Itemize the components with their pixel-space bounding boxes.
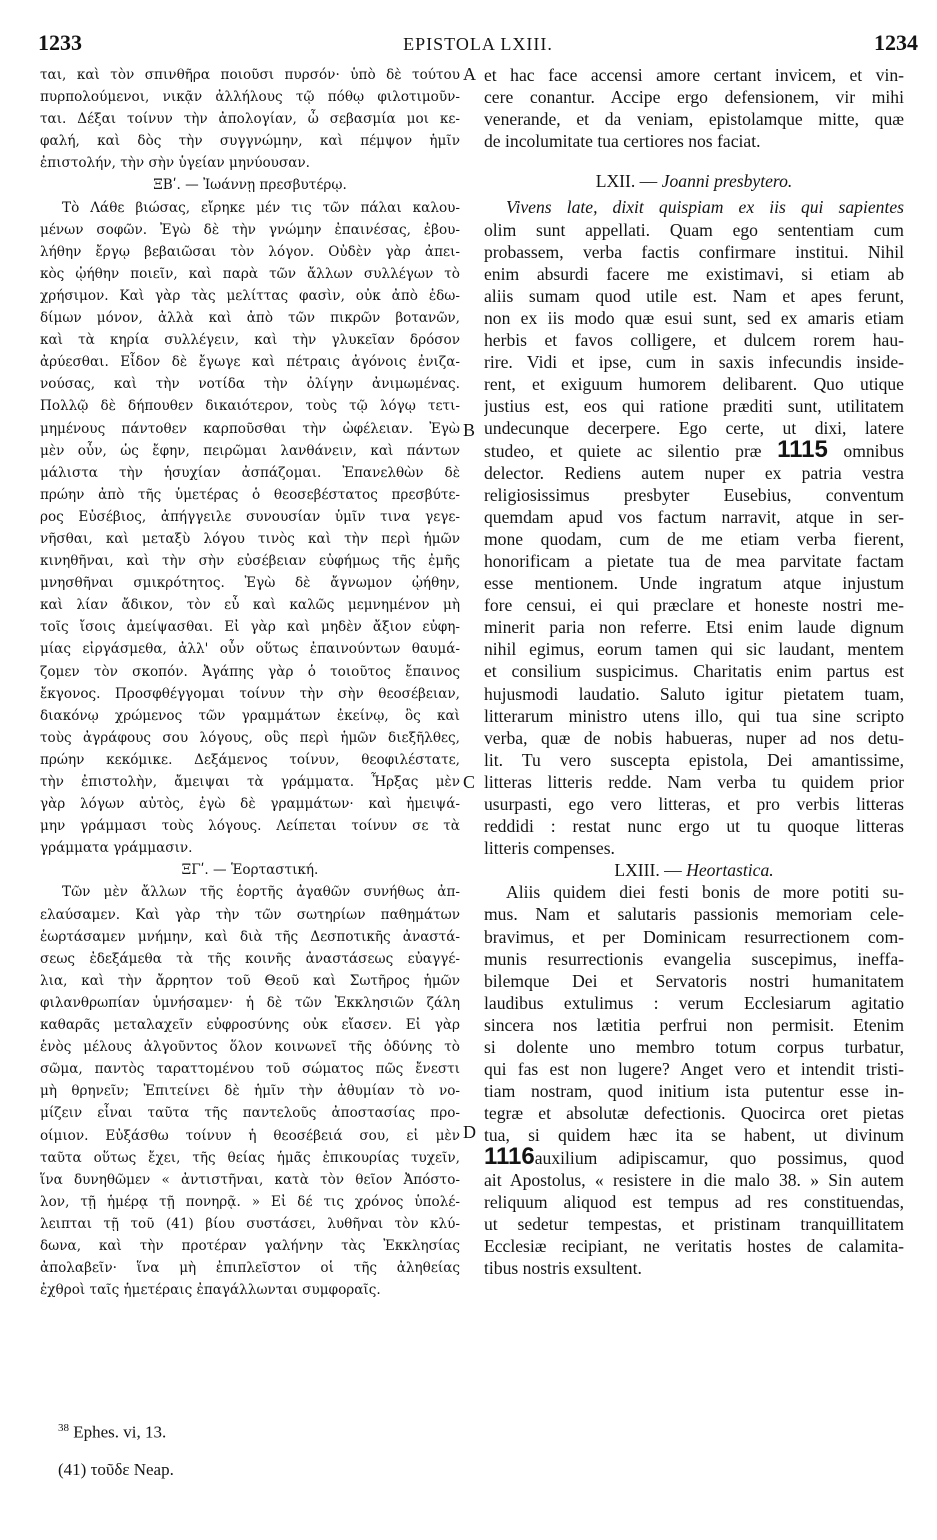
- latin-heading-63-title: Heortastica.: [686, 860, 774, 881]
- greek-line: ἀπολαβεῖν· ἵνα μὴ ἐπιπλεῖστον οἱ τῆς ἀληθείας: [40, 1260, 460, 1277]
- greek-line: ται, καὶ τὸν σπινθῆρα ποιοῦσι πυρσόν· ὑπὸ δὲ τούτου: [40, 67, 460, 83]
- latin-line-text: studeo, et quiete ac silentio præ: [484, 440, 762, 461]
- latin-line: et hac face accensi amore certant invicem, et vin-: [484, 65, 904, 85]
- latin-line-text: omnibus: [843, 440, 904, 461]
- greek-letter-61-end: [40, 64, 460, 174]
- greek-line: καὶ τὰ κηρία συλλέγειν, καὶ τὴν γλυκεῖαν δρόσον: [40, 332, 460, 349]
- greek-line: κινηθῆναι, καὶ τὴν σὴν εὐσέβειαν εὐφήμως τῆς ἐμῆς: [40, 553, 460, 570]
- greek-line: λια, καὶ τὴν ἄρρητον τοῦ Θεοῦ καὶ Σωτῆρος ἡμῶν: [40, 972, 460, 989]
- greek-line: γὰρ λόγων αὐτὸς, ἐγὼ δὲ γραμμάτων· καὶ ἠμειψά-: [40, 796, 460, 813]
- latin-heading-62-number: LXII. —: [595, 171, 658, 192]
- greek-line: σῶμα, παντὸς ταραττομένου τοῦ σώματος πῶς ἔνεστι: [40, 1061, 460, 1078]
- greek-line: λειπται τῇ τοῦ (41) βίου συστάσει, λυθῆναι τὸν κλύ-: [40, 1215, 460, 1232]
- latin-line: bravimus, et per Dominicam resurrectionem com-: [484, 926, 904, 947]
- latin-line: reliquum aliquod est tempus ad res constituendas,: [484, 1191, 904, 1212]
- latin-line: usurpasti, ego vero litteras, et pro verbis litteras: [484, 794, 904, 814]
- latin-line: Vivens late, dixit quispiam ex iis qui sapientes: [506, 197, 904, 218]
- latin-line: honorificam a pietate tua de mea parvitate factam: [484, 550, 904, 571]
- greek-line: νούσας, καὶ τὴν νοτίδα τὴν ὀλίγην ἀνιμωμένας.: [40, 376, 460, 393]
- page-number-right: 1234: [874, 30, 918, 55]
- latin-line: bilemque Dei et Servatoris nostri humanitatem: [484, 970, 904, 991]
- footnote-38: [58, 1422, 166, 1443]
- greek-line: μην γράμμασι τοὺς λόγους. Λείπεται τοίνυν σε τὰ: [40, 818, 460, 835]
- greek-letter-63: [40, 881, 460, 1301]
- greek-line: φαλή, καὶ δὸς τὴν συγγνώμην, καὶ πέμψον ἡμῖν: [40, 133, 460, 150]
- latin-line: lit. Tu vero suscepta epistola, Dei amantissime,: [484, 749, 904, 770]
- latin-line: minerit paria non referre. Etsi enim laude dignum: [484, 617, 904, 638]
- greek-heading-62: ΞΒʹ. — Ἰωάννῃ πρεσβυτέρῳ.: [153, 177, 347, 194]
- greek-heading-63: ΞΓʹ. — Ἑορταστική.: [181, 862, 319, 879]
- running-title: EPISTOLA LXIII.: [403, 34, 553, 54]
- latin-line: mone quodam, cum de me etiam verba fierent,: [484, 528, 904, 549]
- greek-line: ἐχθροὶ ταῖς ἡμετέραις ἐπαγάλλωνται συμφοραῖς.: [40, 1282, 381, 1299]
- greek-line: καθαρᾶς μεταλαχεῖν εὐφροσύνης οὐκ εἴασεν. Εἰ γὰρ: [40, 1017, 460, 1034]
- greek-line: λον, τῇ ἡμέρᾳ τῇ πονηρᾷ. » Εἰ δέ τις χρόνος ὑπολέ-: [40, 1193, 460, 1210]
- greek-line: λήθην ἔργῳ βεβαιῶσαι τὸν λόγον. Οὐδὲν γὰρ ἀπει-: [40, 243, 460, 260]
- greek-line: ἑνὸς μέλους ἀλγοῦντος ὅλον κοινωνεῖ τῆς ὀδύνης τὸ: [40, 1039, 460, 1056]
- latin-line: Aliis quidem diei festi bonis de more potiti su-: [506, 882, 904, 903]
- greek-line: Πολλῷ δὲ δήπουθεν δικαιότερον, τοὺς τῷ λόγῳ τετι-: [40, 398, 460, 415]
- greek-line: ταῦτα οὕτως ἔχει, τῆς θείας ἡμᾶς ἐπικουρίας τυχεῖν,: [40, 1149, 460, 1166]
- latin-line: litteras litteris redde. Nam verba tu quidem prior: [484, 771, 904, 792]
- latin-line: quemdam apud vos factum narravit, atque in ser-: [484, 506, 904, 527]
- latin-line-with-column-number: [484, 1147, 904, 1169]
- latin-line: reddidi : restat nunc ergo ut tu quoque litteras: [484, 816, 904, 837]
- greek-line: καὶ λίαν ἄδικον, τὸν εὖ καὶ καλῶς μεμνημένον μὴ: [40, 597, 460, 614]
- latin-line: olim sunt appellati. Quam ego sententiam cum: [484, 219, 904, 240]
- greek-line: μὴ θρηνεῖν; Ἐπιτείνει δὲ ἡμῖν τὴν ἀθυμίαν τὸ νο-: [40, 1083, 460, 1100]
- latin-line: hujusmodi laudatio. Saluto igitur pietatem tuam,: [484, 683, 904, 704]
- latin-heading-63-number: LXIII. —: [614, 860, 682, 881]
- latin-line: sincera nos lætitia perfrui non permisit. Etenim: [484, 1014, 904, 1035]
- greek-line: ται. Δέξαι τοίνυν τὴν ἀπολογίαν, ὦ σεβασμία μοι κε-: [40, 111, 460, 128]
- latin-line: mus. Nam et salutaris passionis memoriam cele-: [484, 904, 904, 925]
- column-number-1115: 1115: [777, 439, 828, 462]
- greek-line: Τῶν μὲν ἄλλων τῆς ἑορτῆς ἀγαθῶν συνήθως ἀπ-: [62, 884, 460, 901]
- latin-line: tegræ et absolutæ defectionis. Quocirca oret pietas: [484, 1103, 904, 1124]
- latin-line: herbis et favos colligere, et dulcem rorem hau-: [484, 330, 904, 351]
- latin-line: tiam nostram, quod initium ista putentur esse in-: [484, 1081, 904, 1102]
- greek-letter-62: [40, 197, 460, 860]
- latin-line-text: auxilium adipiscamur, quo possimus, quod: [534, 1147, 904, 1168]
- latin-heading-63: [484, 859, 904, 881]
- greek-line: ελαύσαμεν. Καὶ γὰρ τὴν τῶν σωτηρίων παθημάτων: [40, 906, 460, 923]
- margin-marker-d: D: [463, 1122, 476, 1142]
- greek-line: γράμματα γράμμασιν.: [40, 840, 193, 857]
- footnote-mark: 38: [58, 1422, 69, 1434]
- greek-line: μημένους πάντοθεν καρποῦσθαι τὴν ὠφέλειαν. Ἐγὼ: [40, 420, 460, 437]
- greek-column: [40, 64, 460, 1301]
- latin-line: laudibus extulimus : verum Ecclesiarum agitatio: [484, 992, 904, 1013]
- greek-line: ἔκγονος. Προσφθέγγομαι τοίνυν τὴν σὴν θεοσέβειαν,: [40, 685, 460, 702]
- greek-line: τοὺς ἀγράφους σου λόγους, οὓς περὶ ἡμῶν διεξῆλθες,: [40, 729, 460, 746]
- greek-line: χρήσιμον. Καὶ γὰρ τὰς μελίττας φασὶν, οὐκ ἀπὸ ἐδω-: [40, 287, 460, 304]
- greek-line: διακόνῳ χρώμενος τῶν γραμμάτων ἐκείνῳ, ὃς καὶ: [40, 707, 460, 724]
- greek-line: Τὸ Λάθε βιώσας, εἴρηκε μέν τις τῶν πάλαι καλου-: [62, 199, 460, 216]
- latin-line: de incolumitate tua certiores nos faciat.: [484, 131, 761, 152]
- latin-letter-62: [484, 196, 904, 859]
- latin-line: ait Apostolus, « resistere in die malo 38. » Sin autem: [484, 1169, 904, 1190]
- latin-line: aliis sumam quod utile est. Nam et apes ferunt,: [484, 285, 904, 306]
- footnote-text: Ephes. vi, 13.: [73, 1422, 167, 1442]
- greek-line: δωνα, καὶ τὴν προτέραν γαλήνην τὰς Ἐκκλησίας: [40, 1237, 460, 1254]
- latin-line: si dolente uno membro totum corpus turbatur,: [484, 1037, 904, 1058]
- greek-line: πρώην κεκόμικε. Δεξάμενος τοίνυν, θεοφιλέστατε,: [40, 751, 460, 768]
- page-number-left: 1233: [38, 30, 82, 55]
- latin-line: esse mentionem. Unde ingratum atque injustum: [484, 573, 904, 594]
- margin-marker-a: A: [463, 64, 476, 84]
- greek-line: οίμιον. Εὐξάσθω τοίνυν ἡ θεοσέβειά σου, εἰ μὲν: [40, 1127, 460, 1144]
- latin-heading-62-title: Joanni presbytero.: [661, 171, 793, 192]
- latin-line: Ecclesiæ recipiant, ne veritatis hostes de calamita-: [484, 1235, 904, 1256]
- latin-line: religiosissimus presbyter Eusebius, conventum: [484, 484, 904, 505]
- latin-line: fore censui, ei qui præclare et honeste nostri me-: [484, 595, 904, 616]
- latin-letter-63: [484, 881, 904, 1279]
- latin-line: probassem, verba factis confirmare institui. Nihil: [484, 241, 904, 262]
- greek-line: μὲν οὖν, ὡς ἔφην, πειρῶμαι λανθάνειν, καὶ πάντων: [40, 442, 460, 459]
- latin-line: munis resurrectionis evangelia suscepimus, ineffa-: [484, 948, 904, 969]
- greek-line: τὴν ἐπιστολὴν, ἄμειψαι τὰ γράμματα. Ἦρξας μὲν: [40, 774, 460, 790]
- greek-line: φιλανθρωπίαν ὑμνήσαμεν· ἡ δὲ τῶν Ἐκκλησιῶν ζάλη: [40, 994, 460, 1011]
- latin-line: rire. Vidi et ipse, cum in saxis infecundis inside-: [484, 352, 904, 373]
- greek-line: πρώην ἀπὸ τῆς ὑμετέρας ὁ θεοσεβέστατος πρεσβύτε-: [40, 486, 460, 503]
- greek-line: ρος Εὐσέβιος, ἀπήγγειλε συνουσίαν ὑμῖν τινα γεγε-: [40, 508, 460, 525]
- latin-line-with-column-number: [484, 440, 904, 462]
- running-header: [38, 30, 918, 64]
- latin-line: venerande, et da veniam, epistolamque mitte, quæ: [484, 109, 904, 130]
- latin-line: undecunque decerpere. Ego certe, ut dixi, latere: [484, 418, 904, 439]
- latin-line: delector. Rediens autem nuper ex patria vestra: [484, 462, 904, 483]
- greek-line: μένων σοφῶν. Ἐγὼ δὲ τὴν γνώμην ἐπαινέσας, ἐβου-: [40, 221, 460, 238]
- latin-line: et consilium suspicimus. Charitatis enim partus est: [484, 661, 904, 682]
- margin-marker-b: B: [463, 420, 476, 440]
- greek-line: ζομεν τὸν σκοπόν. Ἀγάπης γὰρ ὁ τοιοῦτος ἔπαινος: [40, 663, 460, 680]
- footnote-41: (41) τοῦδε Neap.: [58, 1460, 174, 1479]
- latin-line: litterarum ministro utens illo, qui tua sine scripto: [484, 705, 904, 726]
- latin-line: verba, quæ de nobis habueras, nuper ad nos detu-: [484, 727, 904, 748]
- latin-line: ut sedetur tempestas, et pristinam tranquillitatem: [484, 1213, 904, 1234]
- greek-line: νῆσθαι, καὶ μεταξὺ λόγου τινὸς καὶ τὴν περὶ ἡμῶν: [40, 530, 460, 547]
- latin-line: tua, si quidem hæc ita se habent, ut divinum: [484, 1125, 904, 1146]
- greek-line: μίας εἰργάσμεθα, ἀλλ' οὖν οὕτως ἐπαινούντων θαυμά-: [40, 641, 460, 658]
- latin-column: [484, 64, 904, 1279]
- column-number-1116: 1116: [484, 1146, 535, 1169]
- greek-line: σεως ἐδεξάμεθα τὰ τῆς κοινῆς ἀναστάσεως εὐαγγέ-: [40, 950, 460, 967]
- margin-marker-c: C: [463, 772, 476, 792]
- latin-line: non ex iis modo quæ esui sunt, sed ex amaris etiam: [484, 307, 904, 328]
- greek-line: ἐπιστολήν, τὴν σὴν ὑγείαν μηνύουσαν.: [40, 155, 310, 172]
- latin-line: cere conantur. Accipe ergo defensionem, vir mihi: [484, 87, 904, 108]
- latin-line: justius est, eos qui ratione præditi sunt, utilitatem: [484, 396, 904, 417]
- greek-line: μίζειν εἶναι ταῦτα τῆς παντελοῦς ἀποστασίας προ-: [40, 1105, 460, 1122]
- greek-line: μάλιστα τὴν ἡσυχίαν ἀσπάζομαι. Ἐπανελθὼν δὲ: [40, 464, 460, 481]
- latin-line: rent, et exiguum humorem delibarent. Quo utique: [484, 374, 904, 395]
- latin-line: tibus nostris exsultent.: [484, 1257, 642, 1278]
- greek-line: κὸς ᾠήθην ποιεῖν, καὶ παρὰ τῶν ἄλλων συλλέγων τὸ: [40, 265, 460, 282]
- greek-line: τοῖς ἴσοις ἀμείψασθαι. Εἰ γὰρ καὶ μηδὲν ἄξιον εὐφη-: [40, 619, 460, 636]
- latin-line: enim absurdi facere me existimavi, si etiam ab: [484, 263, 904, 284]
- greek-line: ἵνα δυνηθῶμεν « ἀντιστῆναι, κατὰ τὸν θεῖον Ἀπόστο-: [40, 1171, 460, 1188]
- greek-line: ἑωρτάσαμεν μνήμην, καὶ διὰ τῆς Δεσποτικῆς ἀναστά-: [40, 928, 460, 945]
- latin-letter-61-end: [484, 64, 904, 152]
- latin-heading-62: [484, 170, 904, 192]
- greek-line: δίμων μόνον, ἀλλὰ καὶ ἀπὸ τῶν πικρῶν βοτανῶν,: [40, 310, 460, 327]
- greek-line: ἀρύεσθαι. Εἶδον δὲ ἔγωγε καὶ πέτραις ἀγόνοις ἐνιζα-: [40, 354, 460, 371]
- latin-line: litteris compenses.: [484, 838, 615, 859]
- greek-line: μνησθῆναι σμικρότητος. Ἐγὼ δὲ ἄγνωμον ᾠήθην,: [40, 575, 460, 592]
- latin-line: nihil egimus, eorum tamen qui sic laudant, mentem: [484, 639, 904, 660]
- latin-line: qui fas est non lugere? Anget vero et intendit tristi-: [484, 1059, 904, 1080]
- greek-line: πυρπολούμενοι, νικᾷν ἀλλήλους τῷ πόθῳ φιλοτιμοῦν-: [40, 89, 460, 106]
